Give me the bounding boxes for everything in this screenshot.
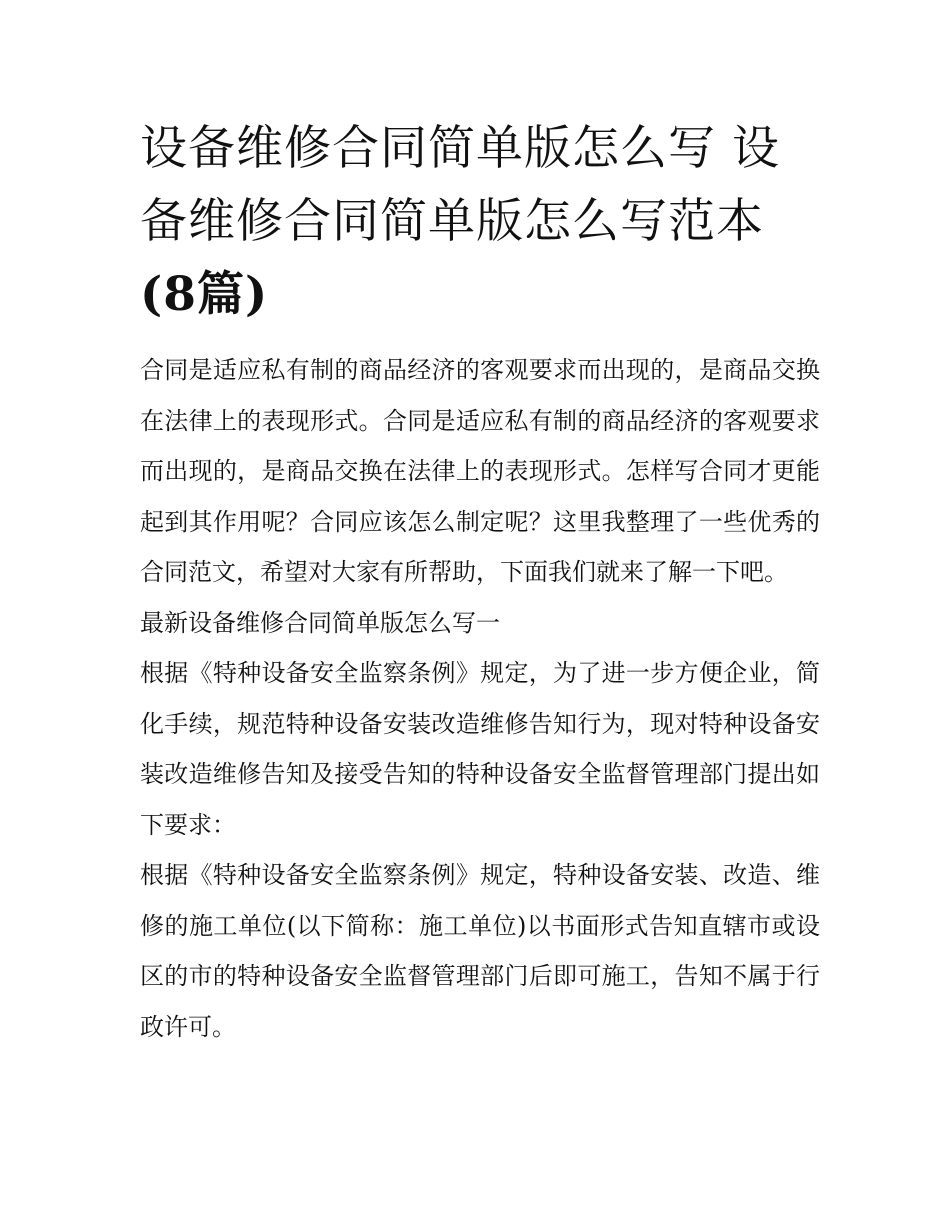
section-heading: 最新设备维修合同简单版怎么写一 [140,608,500,637]
title-suffix: (8篇) [140,267,269,322]
title-main: 设备维修合同简单版怎么写 设备维修合同简单版怎么写范本 [140,121,780,249]
body-paragraph-1: 根据《特种设备安全监察条例》规定，为了进一步方便企业，简化手续，规范特种设备安装改造维修告知行为，现对特种设备安装改造维修告知及接受告知的特种设备安全监督管理部门提出如下要求： [140,659,820,839]
intro-paragraph: 合同是适应私有制的商品经济的客观要求而出现的，是商品交换在法律上的表现形式。合同是适应私有制的商品经济的客观要求而出现的，是商品交换在法律上的表现形式。怎样写合同才更能起到其作用呢？合同应该怎么制定呢？这里我整理了一些优秀的合同范文，希望对大家有所帮助，下面我们就来了解一下吧。 [140,356,820,586]
body-paragraph-2: 根据《特种设备安全监察条例》规定，特种设备安装、改造、维修的施工单位(以下简称：施工单位)以书面形式告知直辖市或设区的市的特种设备安全监督管理部门后即可施工，告知不属于行政许可。 [140,861,820,1041]
document-title [140,112,820,331]
document-page [140,112,820,1052]
